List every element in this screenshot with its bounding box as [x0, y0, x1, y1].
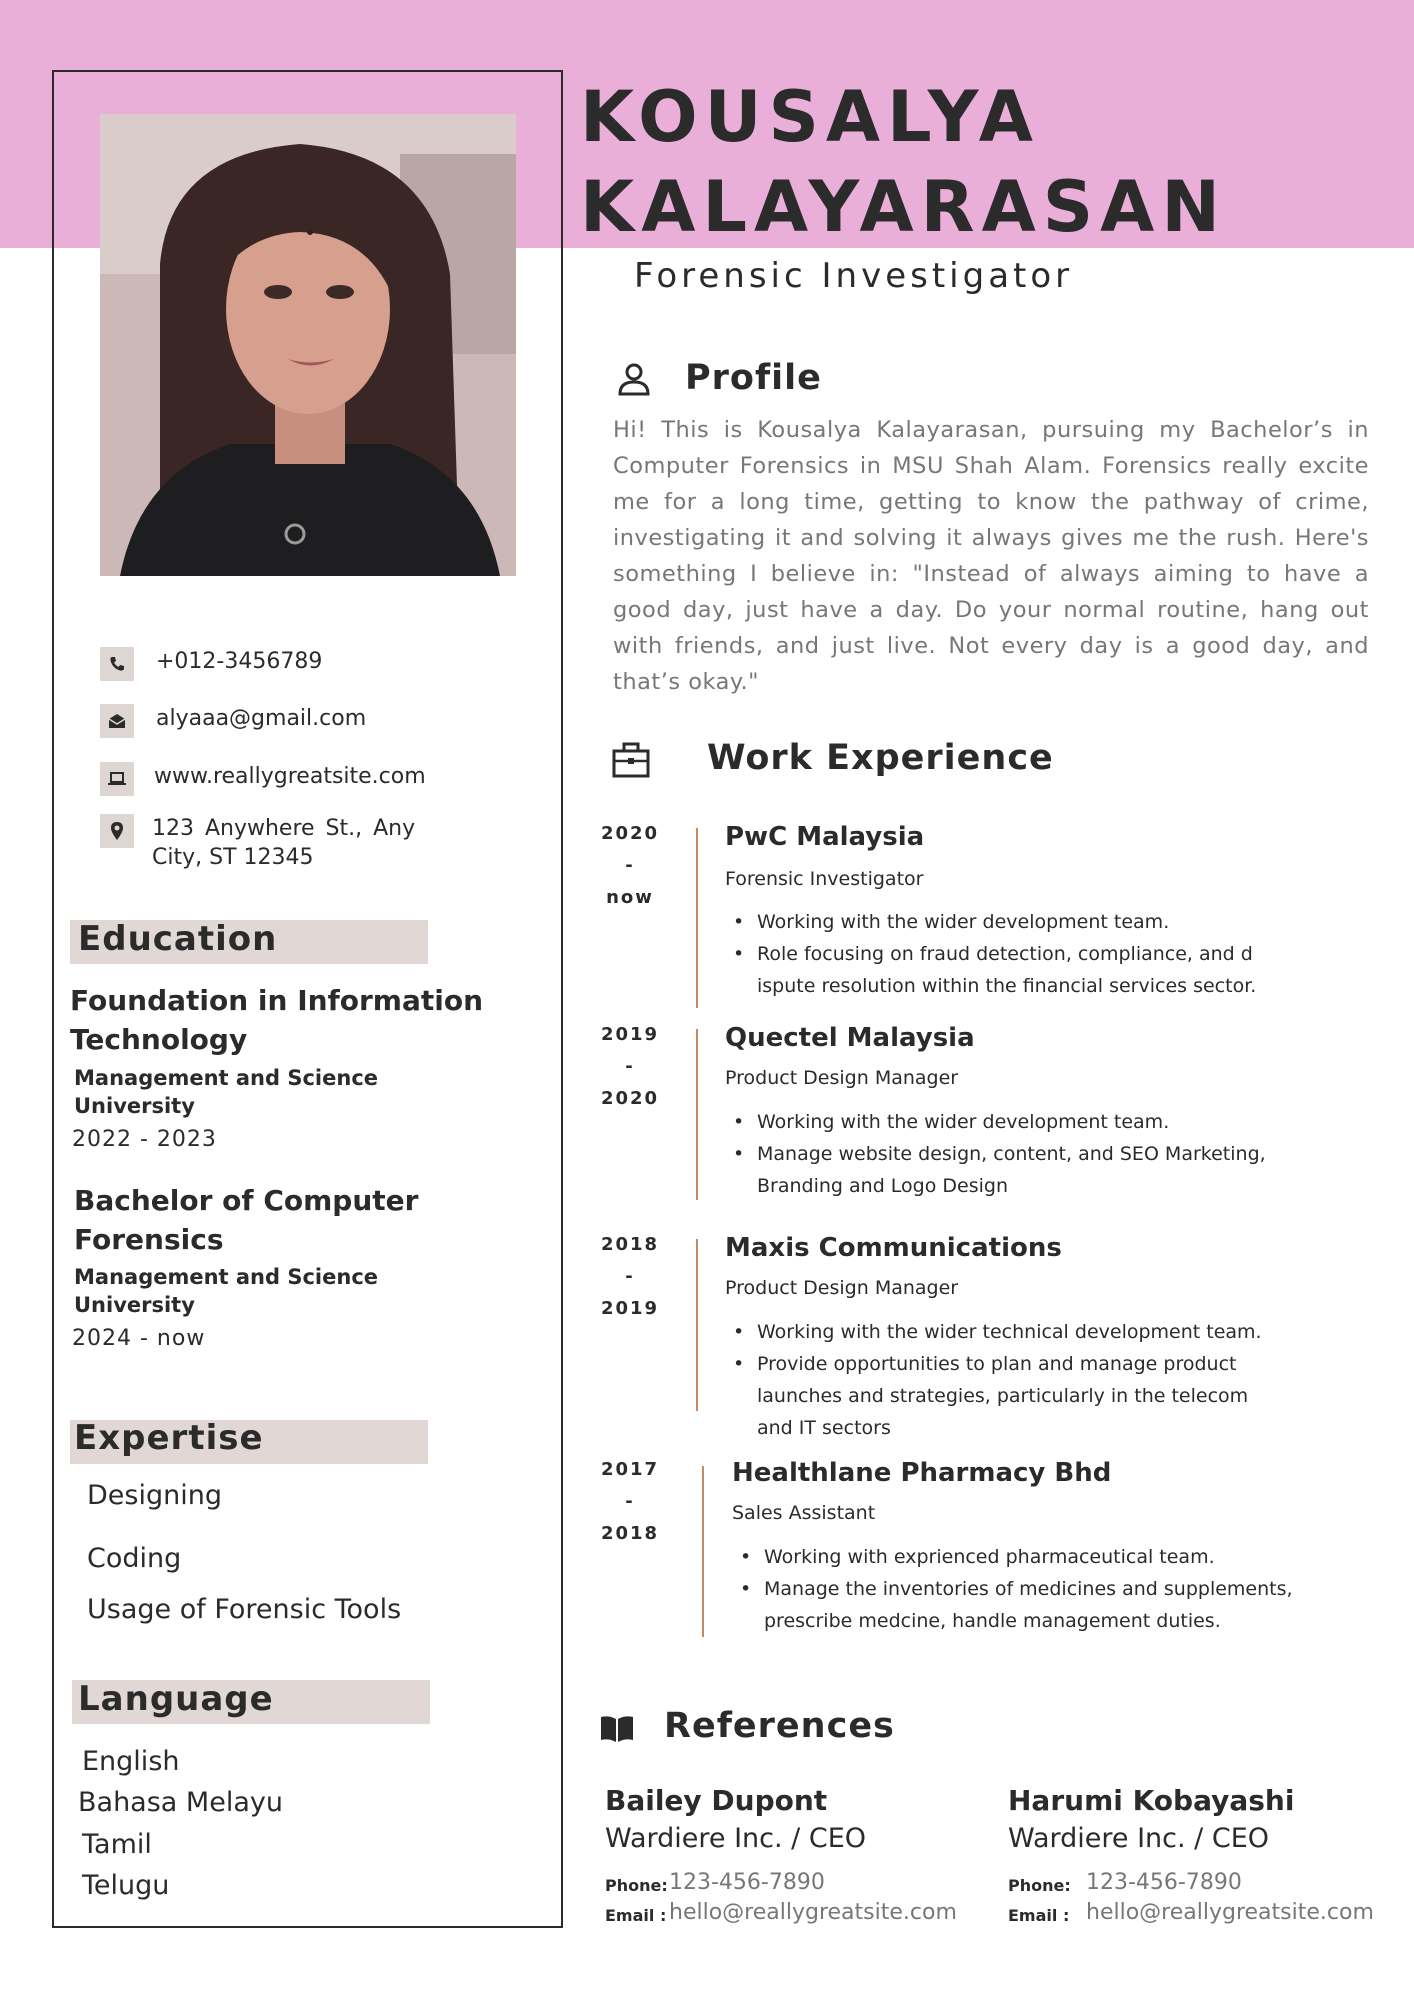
job-bullet-continued: prescribe medcine, handle management duties.: [764, 1610, 1221, 1632]
education-heading: Education: [78, 919, 278, 959]
reference-card: [1008, 1780, 1388, 1928]
job-entry: [600, 818, 1380, 998]
job-role: Forensic Investigator: [725, 868, 924, 890]
job-bullet-continued: ispute resolution within the financial services sector.: [757, 975, 1257, 997]
address-text: [152, 814, 415, 872]
timeline-line: [702, 1466, 704, 1637]
reference-phone: 123-456-7890: [1086, 1870, 1242, 1895]
job-bullets: [725, 906, 1256, 1002]
job-bullet: • Manage website design, content, and SEO Marketing,: [725, 1138, 1266, 1170]
expertise-item: Coding: [87, 1543, 182, 1574]
envelope-icon: [100, 704, 134, 738]
reference-email: hello@reallygreatsite.com: [669, 1900, 957, 1925]
education-degree-2: Bachelor of Computer Forensics: [74, 1184, 419, 1256]
references-heading: References: [664, 1706, 895, 1746]
education-degree-1: Foundation in Information Technology: [70, 984, 484, 1056]
reference-name: Harumi Kobayashi: [1008, 1784, 1295, 1817]
job-bullet: • Working with the wider development team.: [725, 906, 1256, 938]
address-line-2: City, ST 12345: [152, 845, 314, 870]
profile-heading: Profile: [685, 358, 822, 398]
person-icon: [617, 362, 651, 400]
job-bullets: [725, 1106, 1266, 1202]
timeline-line: [696, 828, 698, 1008]
job-bullet: • Working with the wider technical development team.: [725, 1316, 1262, 1348]
reference-name: Bailey Dupont: [605, 1784, 828, 1817]
language-item: Bahasa Melayu: [78, 1787, 283, 1818]
book-icon: [600, 1713, 634, 1747]
address-line-1: 123 Anywhere St., Any: [152, 816, 416, 841]
email-label: Email :: [1008, 1906, 1070, 1925]
job-bullet: • Working with the wider development team.: [725, 1106, 1266, 1138]
expertise-heading: Expertise: [74, 1418, 264, 1458]
language-item: Tamil: [82, 1829, 152, 1860]
language-item: Telugu: [82, 1870, 170, 1901]
job-bullets: [725, 1316, 1262, 1444]
job-company: Healthlane Pharmacy Bhd: [732, 1458, 1112, 1488]
language-heading: Language: [78, 1679, 274, 1719]
reference-phone: 123-456-7890: [669, 1870, 825, 1895]
job-company: PwC Malaysia: [725, 822, 925, 852]
expertise-item: Usage of Forensic Tools: [87, 1594, 402, 1625]
first-name: KOUSALYA: [580, 76, 1040, 158]
phone-text: +012-3456789: [156, 649, 323, 674]
reference-phone-row: [605, 1868, 985, 1898]
profile-text: Hi! This is Kousalya Kalayarasan, pursuing my Bachelor’s in Computer Forensics in MSU Shah Alam. Forensics really excite me for a long time, getting to know the pathway of crime, investigating it and solving it always gives me the rush. Here's something I believe in: "Instead of always aiming to have a good day, just have a day. Do your normal routine, hang out with friends, and just live. Not every day is a good day, and that’s okay.": [613, 417, 1369, 695]
reference-phone-row: [1008, 1868, 1388, 1898]
job-company: Maxis Communications: [725, 1233, 1062, 1263]
education-years-2: 2024 - now: [72, 1326, 206, 1351]
job-role: Sales Assistant: [732, 1502, 876, 1524]
job-bullet: • Role focusing on fraud detection, compliance, and d: [725, 938, 1256, 970]
location-pin-icon: [100, 814, 134, 848]
profile-photo: [100, 114, 516, 576]
timeline-line: [696, 1029, 698, 1200]
briefcase-icon: [612, 742, 650, 782]
language-item: English: [82, 1746, 180, 1777]
timeline-line: [696, 1239, 698, 1411]
phone-icon: [100, 647, 134, 681]
job-company: Quectel Malaysia: [725, 1023, 975, 1053]
work-heading: Work Experience: [707, 738, 1054, 778]
contact-website: [100, 762, 520, 796]
expertise-item: Designing: [87, 1480, 222, 1511]
phone-label: Phone:: [605, 1876, 668, 1895]
job-bullet: • Manage the inventories of medicines and supplements,: [732, 1573, 1293, 1605]
contact-address: [100, 814, 520, 872]
last-name: KALAYARASAN: [580, 166, 1227, 248]
reference-card: [605, 1780, 985, 1928]
reference-email: hello@reallygreatsite.com: [1086, 1900, 1374, 1925]
reference-company: Wardiere Inc. / CEO: [605, 1823, 867, 1854]
job-entry: [600, 1019, 1380, 1199]
job-title: Forensic Investigator: [634, 256, 1074, 296]
reference-email-row: [605, 1898, 985, 1928]
full-name: [580, 72, 1227, 252]
email-text: alyaaa@gmail.com: [156, 706, 367, 731]
job-entry: [600, 1454, 1380, 1644]
job-bullet: • Provide opportunities to plan and manage product: [725, 1348, 1262, 1380]
email-label: Email :: [605, 1906, 667, 1925]
job-bullets: [732, 1541, 1293, 1637]
job-years: 2017 - 2018: [600, 1459, 660, 1544]
job-years: 2020 - now: [600, 823, 660, 908]
job-bullet: • Working with exprienced pharmaceutical team.: [732, 1541, 1293, 1573]
education-school-2: Management and Science University: [74, 1265, 379, 1317]
job-entry: [600, 1229, 1380, 1439]
website-text: www.reallygreatsite.com: [154, 764, 426, 789]
laptop-icon: [100, 762, 134, 796]
job-bullet-continued: Branding and Logo Design: [757, 1175, 1008, 1197]
job-years: 2019 - 2020: [600, 1024, 660, 1109]
education-years-1: 2022 - 2023: [72, 1127, 217, 1152]
phone-label: Phone:: [1008, 1876, 1071, 1895]
education-school-1: Management and Science University: [74, 1066, 379, 1118]
job-role: Product Design Manager: [725, 1277, 959, 1299]
reference-company: Wardiere Inc. / CEO: [1008, 1823, 1270, 1854]
reference-email-row: [1008, 1898, 1388, 1928]
job-years: 2018 - 2019: [600, 1234, 660, 1319]
job-role: Product Design Manager: [725, 1067, 959, 1089]
job-bullet-continued: launches and strategies, particularly in the telecom: [757, 1385, 1249, 1407]
contact-phone: [100, 647, 520, 681]
contact-email: [100, 704, 520, 738]
job-bullet-continued: and IT sectors: [757, 1417, 891, 1439]
